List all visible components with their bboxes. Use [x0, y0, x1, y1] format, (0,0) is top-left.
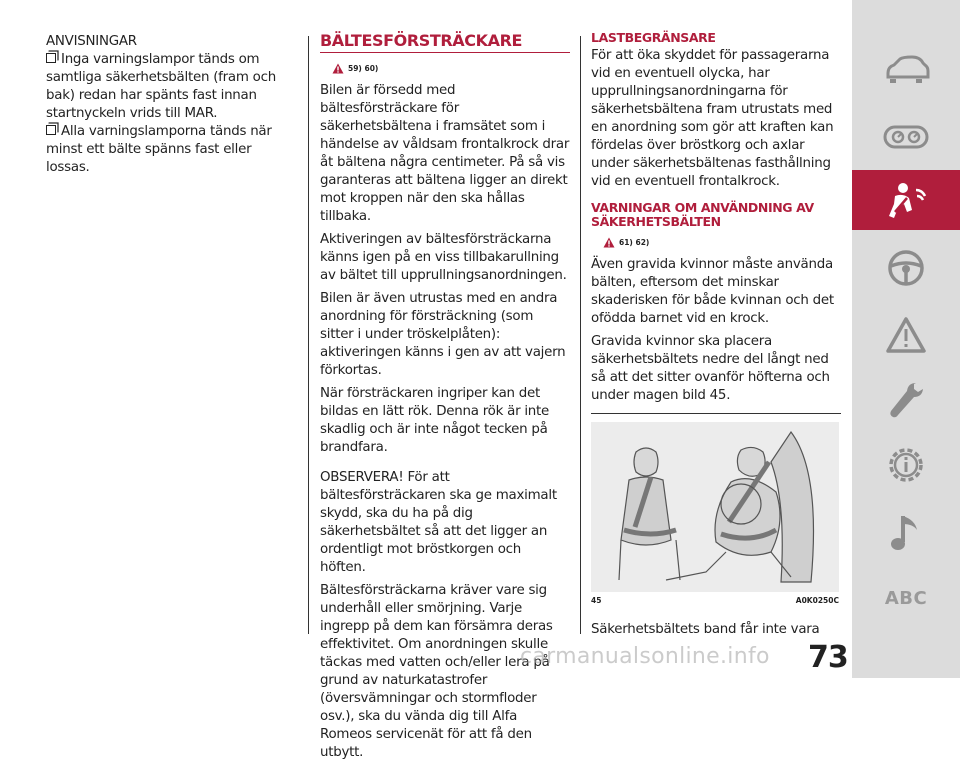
seatbelt-illustration-icon — [591, 422, 839, 592]
checkbox-icon — [46, 53, 56, 63]
paragraph: För att öka skyddet för passagerarna vid en eventuell olycka, har upprullningsanordningarna för säkerhetsbältena fram utrustats med en anordning som gör att kraften kan fördelas över bröstkorg och axlar under säkerhetsbältenas fasthållning vid en eventuell frontalkrock. — [591, 48, 834, 189]
music-note-icon — [889, 512, 923, 554]
instruction-item — [46, 123, 296, 177]
section-title-line: SÄKERHETSBÄLTEN — [591, 214, 721, 229]
warning-ref-text: 61) 62) — [619, 238, 650, 247]
sidebar-item-safety[interactable] — [852, 170, 960, 230]
section-title: BÄLTESFÖRSTRÄCKARE — [320, 31, 570, 53]
paragraph: Gravida kvinnor ska placera säkerhetsbältets nedre del långt ned så att det sitter ovanför höfterna och under magen bild 45. — [591, 334, 830, 403]
column-divider — [580, 36, 581, 634]
figure-number: 45 — [591, 596, 602, 605]
warning-reference — [603, 237, 841, 248]
gear-info-icon — [884, 443, 928, 487]
paragraph: När försträckaren ingriper kan det bildas en lätt rök. Denna rök är inte skadlig och är inte något tecken på brandfara. — [320, 386, 550, 455]
paragraph: Bilen är även utrustas med en andra anordning för försträckning (som sitter i under tröskelplåten): aktiveringen känns i gen av att vajern förkortas. — [320, 291, 566, 378]
index-abc-label: ABC — [884, 587, 928, 609]
car-icon — [884, 55, 928, 85]
sidebar-item-maintenance[interactable] — [852, 370, 960, 430]
instruction-text: Alla varningslamporna tänds när minst ett bälte spänns fast eller lossas. — [46, 124, 272, 175]
figure-code: A0K0250C — [795, 596, 839, 605]
warning-triangle-icon — [885, 316, 927, 354]
seatbelt-person-icon — [883, 180, 929, 220]
paragraph: Bilen är försedd med bältesförsträckare för säkerhetsbältena i framsätet som i händelse av våldsam frontalkrock drar åt bältena några centimeter. På så vis garanteras att bältena ligger an direkt mot kroppen när den ska hållas tillbaka. — [320, 83, 570, 224]
warning-triangle-icon — [332, 63, 344, 74]
figure — [591, 413, 841, 605]
warning-ref-text: 59) 60) — [348, 64, 379, 73]
warning-triangle-icon — [603, 237, 615, 248]
column-divider — [308, 36, 309, 634]
sidebar-item-emergency[interactable] — [852, 305, 960, 365]
column-load-limiter — [591, 31, 841, 644]
instruction-item — [46, 51, 296, 123]
wrench-icon — [886, 379, 926, 421]
instructions-heading: ANVISNINGAR — [46, 34, 137, 49]
column-instructions — [46, 33, 296, 182]
section-title: LASTBEGRÄNSARE — [591, 30, 716, 45]
section-title-line: VARNINGAR OM ANVÄNDNING AV — [591, 200, 814, 215]
figure-image — [591, 422, 839, 592]
warning-reference — [332, 63, 570, 74]
sidebar-item-multimedia[interactable] — [852, 503, 960, 563]
checkbox-icon — [46, 125, 56, 135]
sidebar-item-dashboard[interactable] — [852, 107, 960, 167]
section-title — [591, 201, 841, 229]
paragraph-continued: Säkerhetsbältets band får inte vara — [591, 622, 820, 637]
paragraph: Även gravida kvinnor måste använda bälten, eftersom det minskar skaderisken för både kvinnan och det ofödda barnet vid en krock. — [591, 257, 834, 326]
sidebar-item-car[interactable] — [852, 40, 960, 100]
paragraph: OBSERVERA! För att bältesförsträckaren ska ge maximalt skydd, ska du ha på dig säkerhetsbältet så att det ligger an ordentligt mot bröstkorgen och höften. — [320, 470, 557, 575]
watermark: carmanualsonline.info — [520, 644, 770, 669]
dashboard-icon — [883, 124, 929, 150]
chapter-sidebar — [852, 0, 960, 678]
paragraph: Bältesförsträckarna kräver vare sig underhåll eller smörjning. Varje ingrepp på dem kan försämra deras effektivitet. Om anordningen skulle täckas med vatten och/eller lera på grund av naturkatastrofer (översvämningar och stormfloder osv.), ska du vända dig till Alfa Romeos servicenät för att få den utbytt. — [320, 583, 553, 760]
paragraph: Aktiveringen av bältesförsträckarna känns igen på en viss tillbakarullning av bältet till upprullningsanordningen. — [320, 232, 567, 283]
sidebar-item-technical-data[interactable] — [852, 435, 960, 495]
figure-caption — [591, 596, 841, 605]
steering-wheel-icon — [886, 248, 926, 288]
page-number: 73 — [808, 640, 848, 675]
sidebar-item-starting[interactable] — [852, 238, 960, 298]
sidebar-item-index[interactable] — [852, 568, 960, 628]
instruction-text: Inga varningslampor tänds om samtliga säkerhetsbälten (fram och bak) redan har spänts fast innan startnyckeln vrids till MAR. — [46, 52, 276, 121]
